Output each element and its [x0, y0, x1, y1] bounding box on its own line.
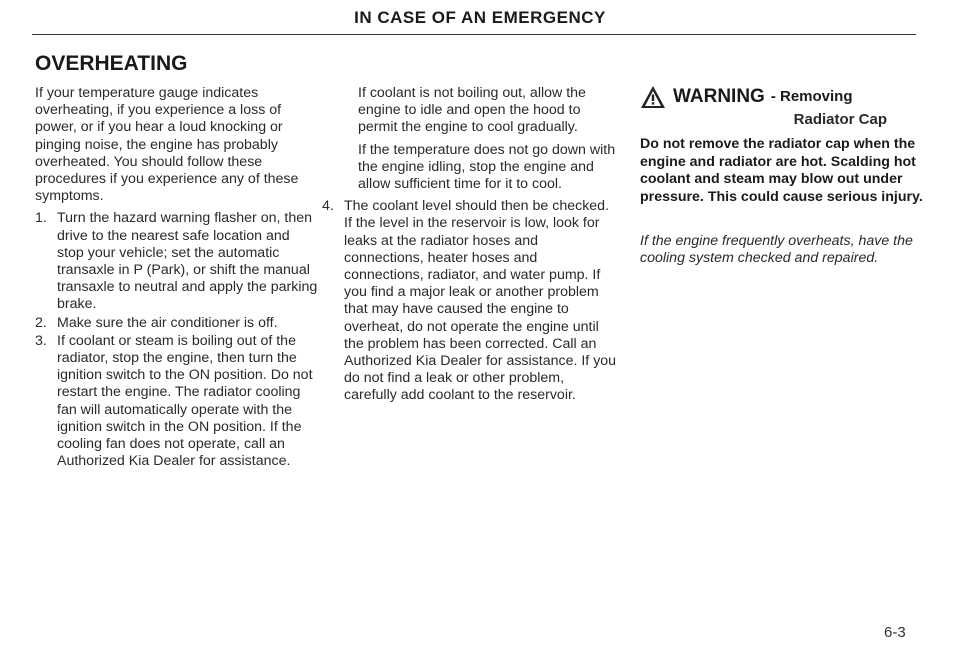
step-number: 3. [35, 332, 47, 349]
step-number: 4. [322, 198, 334, 215]
warning-heading [640, 85, 925, 109]
step-item [322, 198, 620, 404]
column-1 [35, 85, 320, 470]
step-number: 1. [35, 210, 47, 227]
continuation-paragraph: If coolant is not boiling out, allow the engine to idle and open the hood to permit the engine to cool gradually. [358, 85, 586, 136]
intro-paragraph: If your temperature gauge indicates overheating, if you experience a loss of power, or if you hear a loud knocking or pinging noise, the engine has probably overheated. You should follow these procedures if you experience any of these symptoms. [35, 85, 299, 205]
step-number: 2. [35, 314, 47, 331]
page-number: 6-3 [884, 624, 906, 641]
warning-label: WARNING [673, 86, 765, 108]
header-divider [32, 34, 916, 35]
warning-box [640, 85, 925, 268]
continuation-paragraph: If the temperature does not go down with the engine idling, stop the engine and allow sufficient time for it to cool. [358, 141, 616, 193]
warning-subtitle-continued: Radiator Cap [793, 111, 887, 128]
steps-list-continued [322, 198, 620, 404]
column-2 [322, 85, 620, 405]
warning-triangle-icon [640, 85, 666, 109]
step-text: Make sure the air conditioner is off. [57, 314, 278, 331]
maintenance-note: If the engine frequently overheats, have the cooling system checked and repaired. [640, 233, 913, 267]
step-item [35, 315, 320, 332]
warning-body: Do not remove the radiator cap when the engine and radiator are hot. Scalding hot coolant and steam may blow out under pressure. This could cause serious injury. [640, 136, 923, 205]
step-item [35, 210, 320, 313]
warning-subtitle: - Removing [770, 88, 853, 106]
step-text: If coolant or steam is boiling out of the radiator, stop the engine, then turn the ignition switch to the ON position. Do not restart the engine. The radiator cooling fan will automatically operate with the ignition switch in the ON position. If the cooling fan does not operate, call an Authorized Kia Dealer for assistance. [57, 332, 313, 470]
section-title: OVERHEATING [35, 52, 188, 75]
step-text: Turn the hazard warning flasher on, then drive to the nearest safe location and stop your vehicle; set the automatic transaxle in P (Park), or shift the manual transaxle to neutral and apply the parking brake. [57, 210, 318, 313]
page-header-title: IN CASE OF AN EMERGENCY [354, 8, 606, 27]
step-text: The coolant level should then be checked. If the level in the reservoir is low, look for leaks at the radiator hoses and connections, heater hoses and connections, radiator, and water pump. If you find a major leak or another problem that may have caused the engine to overheat, do not operate the engine until the problem has been corrected. Call an Authorized Kia Dealer for assistance. If you do not find a leak or other problem, carefully add coolant to the reservoir. [344, 198, 617, 404]
step-item [35, 333, 320, 471]
steps-list [35, 210, 320, 470]
